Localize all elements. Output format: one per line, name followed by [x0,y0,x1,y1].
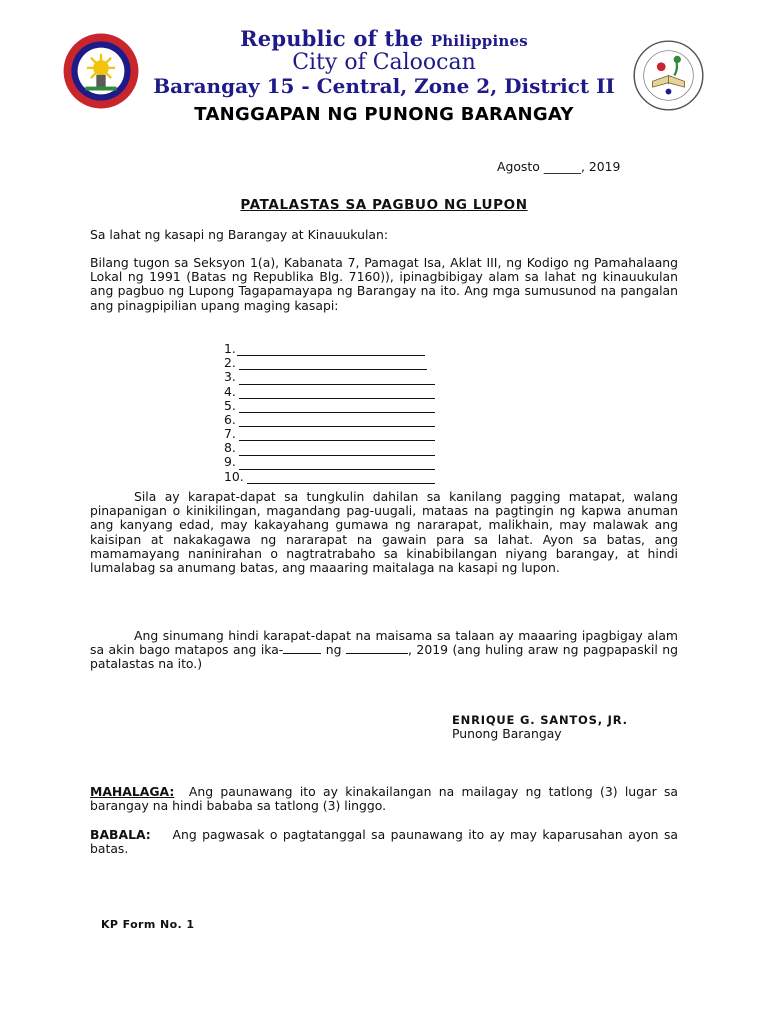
paragraph-2: Sila ay karapat-dapat sa tungkulin dahilan sa kanilang pagging matapat, walang pinapanigan o kinikilingan, magandang pag-uugali, mataas na pagtingin ng kapwa anuman ang kanyang edad, may kakayahang gumawa ng nararapat, malikhain, may malawak ang kaisipan at nakakagawa ng nararapat na gawain para sa lahat. Ayon sa batas, ang mamamayang naninirahan o nagtratrabaho sa kinabibilangan niyang barangay, at hindi lumalabag sa anumang batas, ang maaaring maitalaga na kasapi ng lupon. [90,489,678,576]
nominee-number: 6. [224,411,236,427]
nominee-row [224,399,435,413]
form-number: KP Form No. 1 [101,918,195,931]
nominee-row [224,427,435,441]
nominee-number: 7. [224,426,236,442]
paragraph-3-part3: , 2019 (ang huling araw ng pagpapaskil ng patalastas na ito.) [90,642,678,672]
date-line [497,160,620,174]
nominee-name-line[interactable] [237,345,425,356]
nominee-name-line[interactable] [239,388,435,399]
nominee-number: 1. [224,340,236,356]
nominee-row [224,370,435,384]
nominee-number: 8. [224,440,236,456]
nominee-name-line[interactable] [239,445,435,456]
greeting: Sa lahat ng kasapi ng Barangay at Kinauukulan: [90,227,389,242]
nominee-name-line[interactable] [239,402,435,413]
office-heading: TANGGAPAN NG PUNONG BARANGAY [194,104,574,125]
nominee-row [224,356,435,370]
nominee-name-line[interactable] [239,359,427,370]
nominee-row [224,385,435,399]
babala-note [90,827,682,857]
paragraph-3-part2: ng [321,642,346,658]
babala-text: Ang pagwasak o pagtatanggal sa paunawang ito ay may kaparusahan ayon sa batas. [90,827,682,857]
nominee-row [224,342,435,356]
nominee-row [224,470,435,484]
document-title: PATALASTAS SA PAGBUO NG LUPON [240,197,528,213]
mahalaga-note [90,784,682,814]
nominee-number: 4. [224,383,236,399]
republic-small: Philippines [430,32,528,50]
date-blank: ______ [543,159,581,174]
babala-label: BABALA: [90,827,151,842]
nominee-list [224,342,435,484]
nominee-row [224,441,435,455]
nominee-number: 9. [224,454,236,470]
nominee-name-line[interactable] [239,374,435,385]
signatory-name: ENRIQUE G. SANTOS, JR. [452,713,628,727]
nominee-row [224,456,435,470]
date-year: , 2019 [580,159,621,174]
signatory-title: Punong Barangay [452,726,562,741]
republic-main: Republic of the [240,26,424,51]
mahalaga-text: Ang paunawang ito ay kinakailangan na mailagay ng tatlong (3) lugar sa barangay na hindi bababa sa tatlong (3) linggo. [90,784,682,814]
city-heading: City of Caloocan [292,50,476,75]
paragraph-1: Bilang tugon sa Seksyon 1(a), Kabanata 7, Pamagat Isa, Aklat III, ng Kodigo ng Pamahalaang Lokal ng 1991 (Batas ng Republika Blg. 7160)), ipinagbibigay alam sa lahat ng kinauukulan ang pagbuo ng Lupong Tagapamayapa ng Barangay na ito. Ang mga sumusunod na pangalan ang pinagpipilian upang maging kasapi: [90,255,678,313]
nominee-row [224,413,435,427]
nominee-name-line[interactable] [239,430,435,441]
nominee-number: 5. [224,397,236,413]
nominee-number: 10. [224,468,244,484]
nominee-number: 3. [224,369,236,385]
date-month: Agosto [497,159,540,174]
mahalaga-label: MAHALAGA: [90,784,175,799]
nominee-name-line[interactable] [239,416,435,427]
nominee-number: 2. [224,355,236,371]
day-blank[interactable] [283,643,321,654]
republic-heading [0,26,768,51]
nominee-name-line[interactable] [239,459,435,470]
paragraph-3-part1: Ang sinumang hindi karapat-dapat na maisama sa talaan ay maaaring ipagbigay alam sa akin bago matapos ang ika- [90,628,678,658]
nominee-name-line[interactable] [247,473,435,484]
barangay-heading: Barangay 15 - Central, Zone 2, District II [153,74,615,98]
month-blank[interactable] [346,643,408,654]
paragraph-3 [90,629,678,672]
